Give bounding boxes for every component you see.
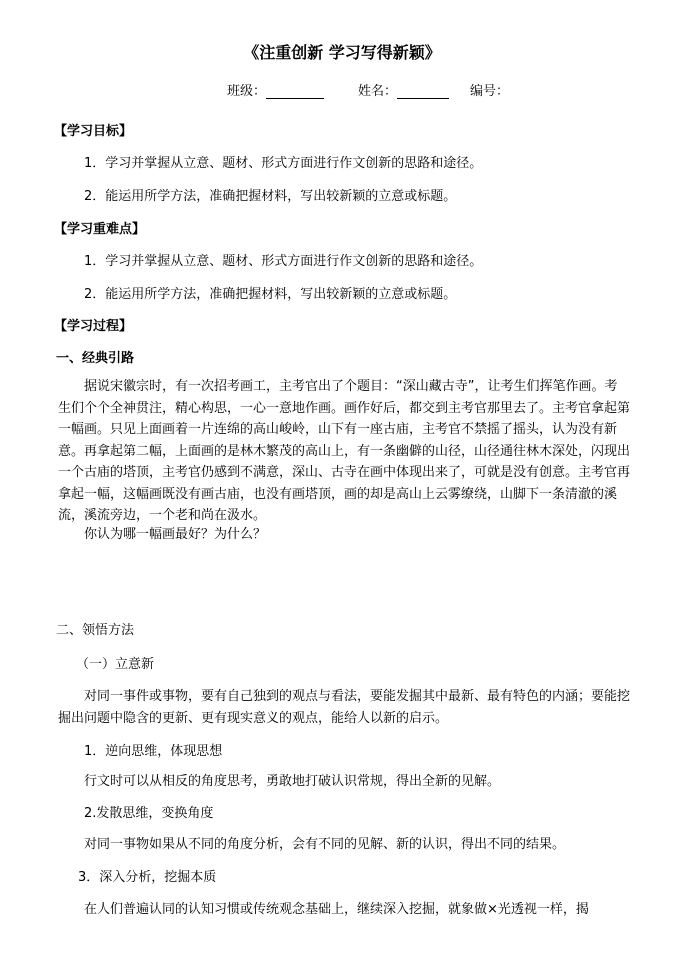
process-heading: 【学习过程】	[54, 319, 133, 334]
section1-heading: 一、经典引路	[56, 351, 135, 366]
method-desc: 行文时可以从相反的角度思考，勇敢地打破认识常规，得出全新的见解。	[84, 774, 501, 789]
method-desc: 对同一事物如果从不同的角度分析，会有不同的见解、新的认识，得出不同的结果。	[84, 837, 566, 852]
key-points-heading: 【学习重难点】	[54, 222, 146, 237]
class-field	[227, 80, 324, 99]
goal-item: 1．学习并掌握从立意、题材、形式方面进行作文创新的思路和途径。	[84, 156, 483, 171]
name-field	[358, 80, 449, 99]
intro-paragraph: 对同一事件或事物，要有自己独到的观点与看法，要能发掘其中最新、最有特色的内涵；要能挖掘出问题中隐含的更新、更有现实意义的观点，能给人以新的启示。	[58, 689, 631, 726]
method-title: 2.发散思维，变换角度	[84, 806, 214, 821]
story-paragraph: 据说宋徽宗时，有一次招考画工，主考官出了个题目：“深山藏古寺”，让考生们挥笔作画。考生们个个全神贯注，精心构思，一心一意地作画。画作好后，都交到主考官那里去了。主考官拿起第一幅画。只见上面画着一片连绵的高山峻岭，山下有一座古庙，主考官不禁摇了摇头，认为没有新意。再拿起第二幅，上面画的是林木繁茂的高山上，有一条幽僻的山径，山径通往林木深处，闪现出一个古庙的塔顶，主考官仍感到不满意，深山、古寺在画中体现出来了，可就是没有创意。主考官再拿起一幅，这幅画既没有画古庙，也没有画塔顶，画的却是高山上云雾缭绕，山脚下一条清澈的溪流，溪流旁边，一个老和尚在汲水。	[58, 379, 631, 523]
method-title: 3．深入分析，挖掘本质	[78, 870, 217, 885]
question-text: 你认为哪一幅画最好？为什么？	[84, 527, 267, 542]
section2-heading: 二、领悟方法	[56, 623, 135, 638]
method-desc: 在人们普遍认同的认知习惯或传统观念基础上，继续深入挖掘，就象做×光透视一样，揭	[84, 902, 589, 917]
method-title: 1．逆向思维，体现思想	[84, 744, 223, 759]
key-point-item: 2．能运用所学方法，准确把握材料，写出较新颖的立意或标题。	[84, 287, 457, 302]
name-label: 姓名：	[358, 84, 398, 99]
number-field	[470, 80, 509, 99]
goal-item: 2．能运用所学方法，准确把握材料，写出较新颖的立意或标题。	[84, 189, 457, 204]
class-label: 班级：	[227, 84, 267, 99]
key-point-item: 1．学习并掌握从立意、题材、形式方面进行作文创新的思路和途径。	[84, 254, 483, 269]
goals-heading: 【学习目标】	[54, 124, 133, 139]
page-title: 《注重创新 学习写得新颖》	[243, 43, 441, 62]
name-blank	[397, 84, 449, 99]
number-label: 编号：	[470, 84, 510, 99]
section2-subheading: （一）立意新	[76, 657, 155, 672]
class-blank	[266, 84, 324, 99]
